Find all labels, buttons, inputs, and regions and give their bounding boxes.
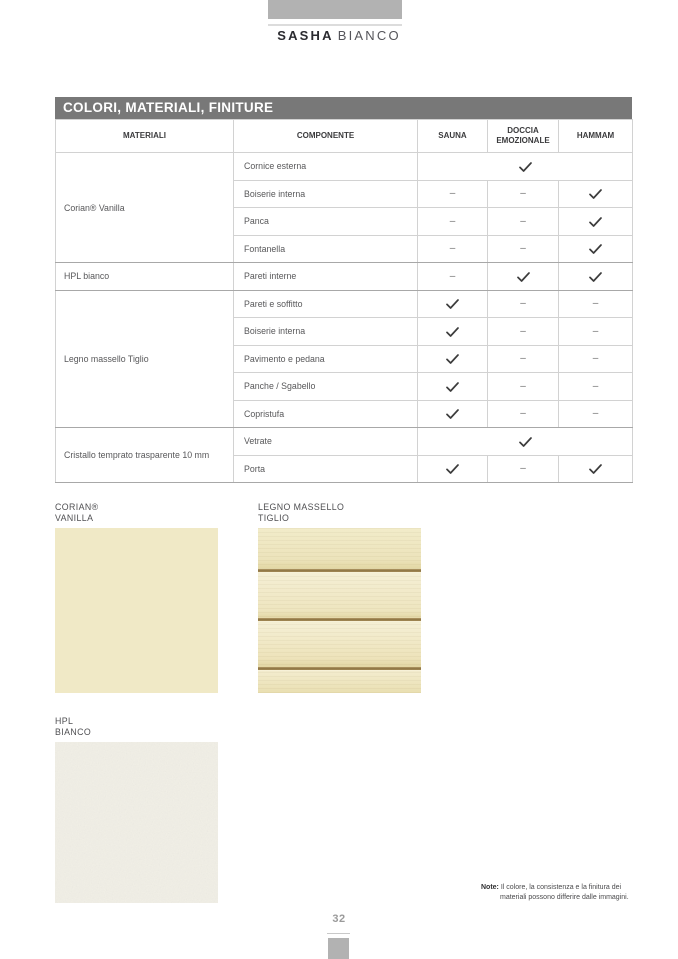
- mark-cell: [418, 318, 488, 346]
- mark-cell: [488, 290, 559, 318]
- materials-table-body: [56, 153, 633, 483]
- dash-mark: –: [592, 298, 599, 310]
- column-header: MATERIALI: [56, 120, 234, 153]
- check-icon: [446, 353, 459, 363]
- note-label: Note:: [481, 884, 499, 891]
- component-name-cell: Pareti e soffitto: [234, 290, 418, 318]
- column-header: SAUNA: [418, 120, 488, 153]
- column-header: COMPONENTE: [234, 120, 418, 153]
- component-name-cell: Cornice esterna: [234, 153, 418, 181]
- swatch-label-line: LEGNO MASSELLO: [258, 502, 345, 512]
- mark-cell: [488, 400, 559, 428]
- mark-cell: [488, 318, 559, 346]
- dash-mark: –: [520, 325, 526, 337]
- check-icon: [446, 298, 459, 308]
- swatch-label-line: HPL: [55, 716, 74, 726]
- footer-divider: [327, 933, 350, 934]
- swatch-label-legno-tiglio: [258, 502, 344, 523]
- dash-mark: –: [520, 380, 526, 392]
- brand-title: [0, 28, 678, 43]
- check-icon: [446, 408, 459, 418]
- brand-name-secondary: BIANCO: [337, 28, 401, 43]
- swatch-label-line: BIANCO: [55, 726, 92, 737]
- dash-mark: –: [520, 215, 526, 227]
- check-icon: [446, 381, 459, 391]
- component-name-cell: Panche / Sgabello: [234, 373, 418, 401]
- table-row: [56, 153, 633, 181]
- dash-mark: –: [520, 353, 526, 365]
- check-icon: [517, 271, 530, 281]
- mark-cell: [418, 345, 488, 373]
- mark-cell: [488, 180, 559, 208]
- dash-mark: –: [520, 188, 526, 200]
- component-name-cell: Panca: [234, 208, 418, 236]
- mark-cell: [488, 208, 559, 236]
- dash-mark: –: [449, 270, 456, 282]
- table-row: [56, 428, 633, 456]
- mark-cell: [559, 263, 633, 291]
- check-icon: [446, 326, 459, 336]
- material-name-cell: Cristallo temprato trasparente 10 mm: [56, 428, 234, 483]
- dash-mark: –: [449, 243, 456, 255]
- mark-cell: [559, 208, 633, 236]
- swatch-label-line: VANILLA: [55, 512, 94, 523]
- component-name-cell: Vetrate: [234, 428, 418, 456]
- mark-cell: [418, 400, 488, 428]
- mark-cell: [488, 345, 559, 373]
- check-icon: [589, 243, 602, 253]
- wood-groove: [258, 667, 421, 670]
- mark-cell: [559, 400, 633, 428]
- wood-groove: [258, 569, 421, 572]
- mark-cell: [559, 290, 633, 318]
- check-icon: [589, 216, 602, 226]
- swatch-legno-massello-tiglio: [258, 528, 421, 693]
- check-icon: [519, 161, 532, 171]
- mark-cell: [559, 455, 633, 483]
- component-name-cell: Copristufa: [234, 400, 418, 428]
- dash-mark: –: [592, 380, 599, 392]
- mark-cell: [559, 235, 633, 263]
- paper-texture: [55, 742, 218, 903]
- swatch-label-corian: [55, 502, 99, 523]
- mark-cell: [488, 235, 559, 263]
- dash-mark: –: [520, 463, 526, 475]
- mark-cell: [418, 208, 488, 236]
- mark-cell: [488, 373, 559, 401]
- swatch-hpl-bianco: [55, 742, 218, 903]
- check-icon: [589, 271, 602, 281]
- mark-cell-merged: [418, 153, 633, 181]
- header-divider: [268, 24, 402, 26]
- material-name-cell: Legno massello Tiglio: [56, 290, 234, 428]
- mark-cell: [488, 455, 559, 483]
- mark-cell-merged: [418, 428, 633, 456]
- mark-cell: [418, 235, 488, 263]
- mark-cell: [559, 180, 633, 208]
- dash-mark: –: [449, 188, 456, 200]
- mark-cell: [488, 263, 559, 291]
- dash-mark: –: [520, 243, 526, 255]
- swatch-corian-vanilla: [55, 528, 218, 693]
- component-name-cell: Pareti interne: [234, 263, 418, 291]
- footer-tab-rect: [328, 938, 349, 959]
- column-header: DOCCIA EMOZIONALE: [488, 120, 559, 153]
- mark-cell: [418, 290, 488, 318]
- wood-groove: [258, 618, 421, 621]
- materials-table-section: [55, 97, 632, 483]
- mark-cell: [418, 180, 488, 208]
- table-header-row: [56, 120, 633, 153]
- note-text: Il colore, la consistenza e la finitura dei materiali possono differire dalle immagini.: [500, 884, 629, 901]
- mark-cell: [559, 318, 633, 346]
- mark-cell: [559, 345, 633, 373]
- material-name-cell: Corian® Vanilla: [56, 153, 234, 263]
- component-name-cell: Boiserie interna: [234, 318, 418, 346]
- materials-table: [55, 119, 633, 483]
- dash-mark: –: [520, 298, 526, 310]
- column-header: HAMMAM: [559, 120, 633, 153]
- swatch-label-line: CORIAN®: [55, 502, 99, 512]
- dash-mark: –: [592, 325, 599, 337]
- check-icon: [446, 463, 459, 473]
- component-name-cell: Fontanella: [234, 235, 418, 263]
- check-icon: [589, 188, 602, 198]
- mark-cell: [418, 373, 488, 401]
- swatch-label-line: TIGLIO: [258, 512, 290, 523]
- check-icon: [589, 463, 602, 473]
- swatch-label-hpl: [55, 716, 91, 737]
- mark-cell: [418, 455, 488, 483]
- component-name-cell: Boiserie interna: [234, 180, 418, 208]
- table-row: [56, 263, 633, 291]
- mark-cell: [418, 263, 488, 291]
- check-icon: [519, 436, 532, 446]
- disclaimer-note: [481, 883, 636, 902]
- dash-mark: –: [449, 215, 456, 227]
- brand-name-primary: SASHA: [277, 28, 334, 43]
- page-number: 32: [332, 913, 346, 925]
- component-name-cell: Porta: [234, 455, 418, 483]
- material-name-cell: HPL bianco: [56, 263, 234, 291]
- table-title: COLORI, MATERIALI, FINITURE: [55, 97, 632, 119]
- header-tab-rect: [268, 0, 402, 19]
- table-row: [56, 290, 633, 318]
- dash-mark: –: [592, 408, 599, 420]
- mark-cell: [559, 373, 633, 401]
- dash-mark: –: [592, 353, 599, 365]
- dash-mark: –: [520, 408, 526, 420]
- component-name-cell: Pavimento e pedana: [234, 345, 418, 373]
